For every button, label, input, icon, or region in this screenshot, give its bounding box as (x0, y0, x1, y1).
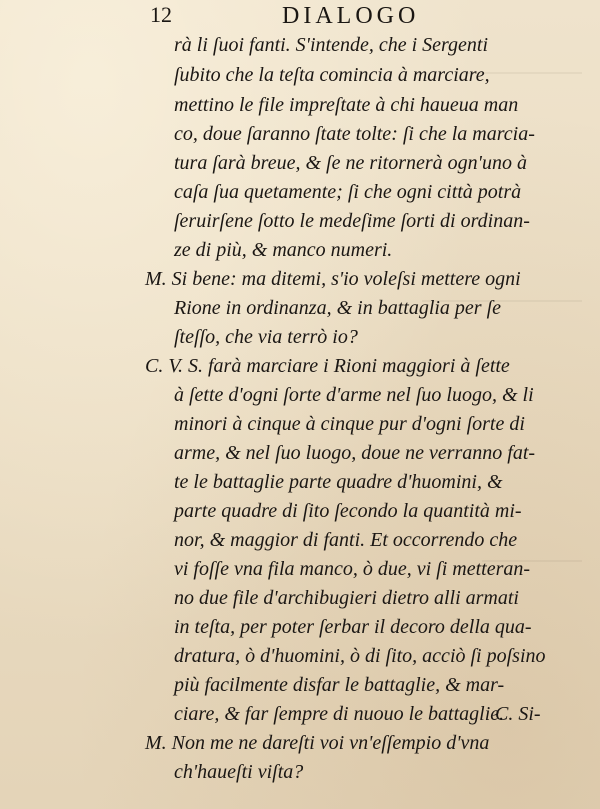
text-line: te le battaglie parte quadre d'huomini, & (174, 471, 503, 493)
text-line: M. Non me ne dareſti voi vn'eſſempio d'vna (145, 732, 490, 754)
text-line: ſubito che la teſta comincia à marciare, (174, 64, 490, 86)
text-line: arme, & nel ſuo luogo, doue ne verranno fat- (174, 442, 536, 464)
running-head: DIALOGO (282, 3, 420, 29)
text-line: co, doue ſaranno ſtate tolte: ſi che la marcia- (174, 123, 535, 145)
text-line: rà li ſuoi fanti. S'intende, che i Sergenti (174, 34, 489, 56)
text-line: ze di più, & manco numeri. (174, 239, 393, 261)
page-number: 12 (150, 2, 172, 27)
text-line: Rione in ordinanza, & in battaglia per ſe (174, 297, 502, 319)
text-line: tura ſarà breue, & ſe ne ritornerà ogn'uno à (174, 152, 527, 174)
text-line: minori à cinque à cinque pur d'ogni ſorte di (174, 413, 525, 435)
text-line: ch'haueſti viſta? (174, 761, 304, 783)
text-line: C. V. S. farà marciare i Rioni maggiori à ſette (145, 355, 510, 377)
text-line: nor, & maggior di fanti. Et occorrendo che (174, 529, 518, 551)
text-line: à ſette d'ogni ſorte d'arme nel ſuo luogo, & li (174, 384, 534, 406)
catchword: C. Si- (495, 703, 541, 725)
text-line: ciare, & far ſempre di nuouo le battaglie. (174, 703, 505, 725)
text-line: no due file d'archibugieri dietro alli armati (174, 587, 519, 609)
text-line: M. Si bene: ma ditemi, s'io voleſsi mettere ogni (145, 268, 521, 290)
text-line: più facilmente disfar le battaglie, & mar- (174, 674, 505, 696)
text-line: ſteſſo, che via terrò io? (174, 326, 358, 348)
text-line: mettino le file impreſtate à chi haueua man (174, 94, 519, 116)
text-line: dratura, ò d'huomini, ò di ſito, acciò ſi poſsino (174, 645, 546, 667)
text-line: caſa ſua quetamente; ſi che ogni città potrà (174, 181, 522, 203)
text-line: in teſta, per poter ſerbar il decoro della qua- (174, 616, 532, 638)
text-line: ſeruirſene ſotto le medeſime ſorti di ordinan- (174, 210, 530, 232)
text-line: vi foſſe vna fila manco, ò due, vi ſi metteran- (174, 558, 531, 580)
text-line: parte quadre di ſito ſecondo la quantità mi- (174, 500, 522, 522)
